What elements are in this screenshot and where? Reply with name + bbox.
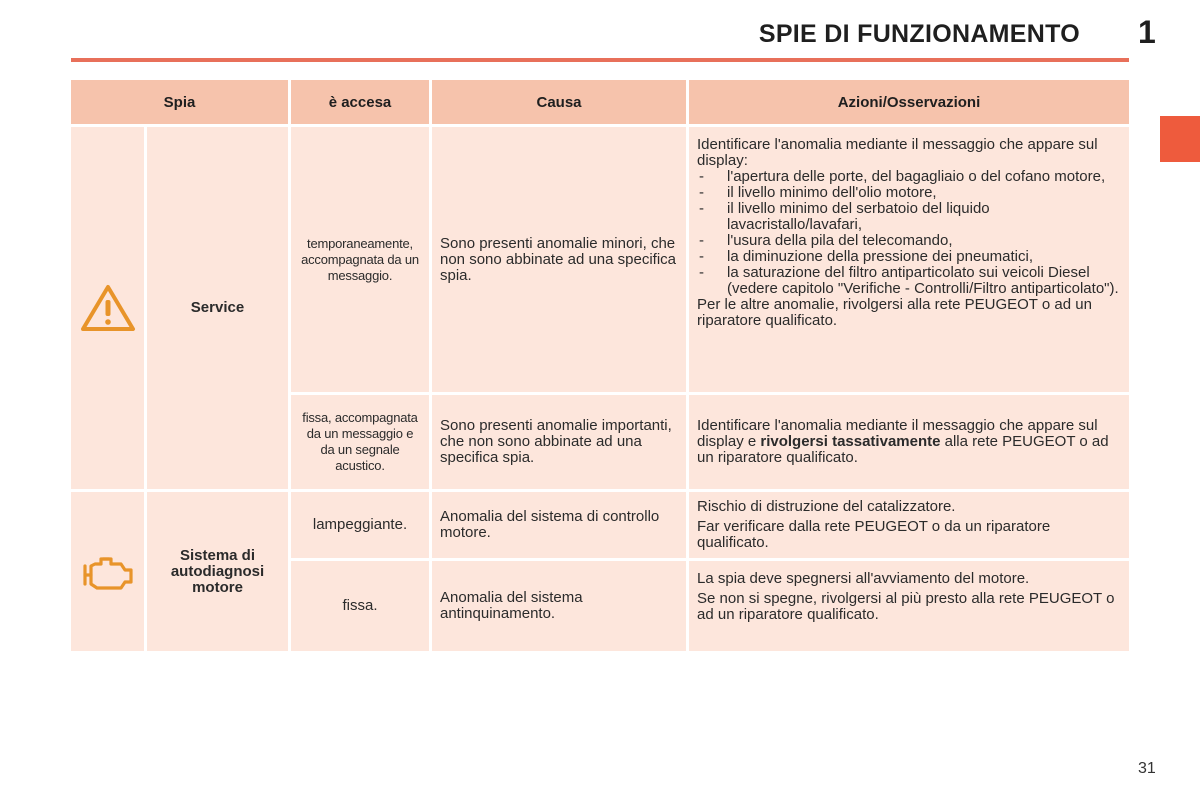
- table-row-state: lampeggiante.: [291, 492, 429, 558]
- table-row-state: temporaneamente, accompagnata da un messaggio.: [291, 127, 429, 392]
- header-rule: [71, 58, 1129, 62]
- list-item: - la diminuzione della pressione dei pneumatici,: [697, 249, 1121, 265]
- warning-triangle-icon: [80, 283, 136, 333]
- table-row-state: fissa.: [291, 561, 429, 651]
- list-item: - il livello minimo dell'olio motore,: [697, 185, 1121, 201]
- engine-diagnosis-label: Sistema di autodiagnosi motore: [147, 492, 288, 651]
- action-text: Identificare l'anomalia mediante il messaggio che appare sul display e: [697, 417, 1098, 450]
- action-emphasis: rivolgersi tassativamente: [760, 433, 941, 450]
- list-item: - l'usura della pila del telecomando,: [697, 233, 1121, 249]
- table-row-actions: [689, 127, 1129, 392]
- column-header-accesa: è accesa: [291, 80, 429, 124]
- chapter-number: 1: [1138, 14, 1156, 50]
- action-line: Se non si spegne, rivolgersi al più presto alla rete PEUGEOT o ad un riparatore qualificato.: [697, 590, 1115, 623]
- service-label: Service: [147, 127, 288, 489]
- table-row-cause: Sono presenti anomalie minori, che non sono abbinate ad una specifica spia.: [432, 127, 686, 392]
- action-line: Rischio di distruzione del catalizzatore.: [697, 498, 956, 515]
- engine-icon-cell: [71, 492, 144, 651]
- engine-check-icon: [81, 554, 135, 590]
- action-line: Far verificare dalla rete PEUGEOT o da un riparatore qualificato.: [697, 518, 1051, 551]
- service-icon-cell: [71, 127, 144, 489]
- table-row-actions: [689, 561, 1129, 651]
- table-row-cause: Sono presenti anomalie importanti, che non sono abbinate ad una specifica spia.: [432, 395, 686, 489]
- list-item: - il livello minimo del serbatoio del liquido lavacristallo/lavafari,: [697, 201, 1121, 233]
- action-outro: Per le altre anomalie, rivolgersi alla rete PEUGEOT o ad un riparatore qualificato.: [697, 296, 1092, 329]
- action-text: alla rete PEUGEOT o ad un riparatore qualificato.: [697, 433, 1109, 466]
- action-line: La spia deve spegnersi all'avviamento del motore.: [697, 570, 1030, 587]
- table-row-actions: [689, 492, 1129, 558]
- chapter-tab-marker: [1160, 116, 1200, 162]
- anomaly-list: [697, 169, 1121, 297]
- column-header-causa: Causa: [432, 80, 686, 124]
- column-header-spia: Spia: [71, 80, 288, 124]
- column-header-azioni: Azioni/Osservazioni: [689, 80, 1129, 124]
- list-item: - l'apertura delle porte, del bagagliaio o del cofano motore,: [697, 169, 1121, 185]
- list-item: - la saturazione del filtro antiparticolato sui veicoli Diesel (vedere capitolo "Verifiche - Controlli/Filtro antiparticolato").: [697, 265, 1121, 297]
- table-row-state: fissa, accompagnata da un messaggio e da un segnale acustico.: [291, 395, 429, 489]
- page-title: SPIE DI FUNZIONAMENTO: [758, 20, 1080, 48]
- table-row-cause: Anomalia del sistema antinquinamento.: [432, 561, 686, 651]
- table-row-cause: Anomalia del sistema di controllo motore.: [432, 492, 686, 558]
- action-intro: Identificare l'anomalia mediante il messaggio che appare sul display:: [697, 136, 1098, 169]
- table-row-actions: [689, 395, 1129, 489]
- page-number: 31: [1138, 760, 1156, 777]
